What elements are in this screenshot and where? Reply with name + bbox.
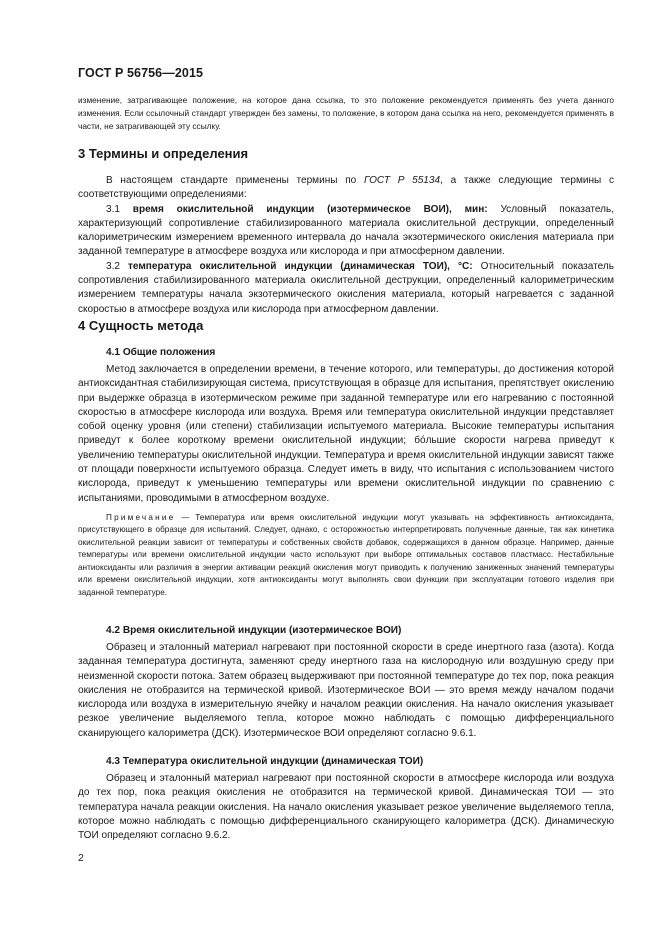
subsection-4-3-text: Образец и эталонный материал нагревают при постоянной скорости в атмосфере кислорода или воздуха до тех пор, пока реакция окисления не отобразится на термической кривой. Динамическая ТОИ — это температура начала реакции окисления. На начало окисления указывает резкое увеличение выделяемого тепла, которое можно наблюдать с помощью дифференциального сканирующего калориметра (ДСК). Динамическую ТОИ определяют согласно 9.6.2. [78, 773, 614, 842]
intro-paragraph [78, 94, 614, 134]
note-label: Примечание [106, 512, 176, 522]
subsection-4-3-heading: 4.3 Температура окислительной индукции (динамическая ТОИ) [106, 756, 424, 767]
section-4-heading: 4 Сущность метода [78, 318, 204, 333]
standard-reference: ГОСТ Р 55134 [363, 175, 441, 186]
subsection-4-1-text: Метод заключается в определении времени, в течение которого, или температуры, до достижения которой антиоксидантная стабилизирующая система, присутствующая в образце для испытания, препятствует окислению при выдержке образца в изотермическом режиме при заданной температуре или его нагреванию с постоянной скоростью в атмосфере кислорода или воздуха. Время или температура окислительной индукции представляет собой оценку уровня (или степени) стабилизации испытуемого материала. Высокие температуры испытания приведут к более короткому времени окислительной индукции; бо́льшие скорости нагрева приведут к увеличению температуры окислительной индукции. Температура и время окислительной индукции зависят также от площади поверхности испытуемого образца. Следует иметь в виду, что испытания с использованием чистого кислорода, приведут к уменьшению температуры или времени окислительной индукции по сравнению с испытаниями, проводимыми в атмосферном воздухе. [78, 364, 614, 504]
term-3-1-name: время окислительной индукции (изотермическое ВОИ), мин: [132, 203, 488, 215]
term-3-2: 3.2 температура окислительной индукции (динамическая ТОИ), °С: Относительный показатель сопротивления стабилизированного материала окислительной деструкции, определенный калориметрическим измерением температуры начала экзотермического окисления материала, который нагревается с заданной скоростью в атмосфере воздуха или кислорода при атмосферном давлении. [78, 260, 614, 315]
subsection-4-2-text: Образец и эталонный материал нагревают при постоянной скорости в среде инертного газа (азота). Когда заданная температура достигнута, заменяют среду инертного газа на кислородную или воздушную среду при неизменной скорости потока. Затем образец выдерживают при постоянной температуре до тех пор, пока реакция окисления не отобразится на термической кривой. Изотермическое ВОИ — это время между началом подачи кислорода или воздуха в измерительную ячейку и началом реакции окисления. На начало окисления указывает резкое увеличение выделяемого тепла, которое можно наблюдать с помощью дифференциального сканирующего калориметра (ДСК). Изотермическое ВОИ определяют согласно 9.6.1. [78, 642, 614, 739]
section-4-1 [78, 346, 614, 599]
term-3-2-name: температура окислительной индукции (динамическая ТОИ), °С: [127, 260, 473, 272]
running-header: ГОСТ Р 56756—2015 [78, 66, 204, 80]
page-number: 2 [78, 852, 84, 864]
subsection-4-2-heading: 4.2 Время окислительной индукции (изотермическое ВОИ) [106, 625, 402, 636]
section-4-3 [78, 755, 614, 843]
subsection-4-1-heading: 4.1 Общие положения [106, 347, 216, 358]
section-3-intro: В настоящем стандарте применены термины по ГОСТ Р 55134, а также следующие термины с соответствующими определениями: [78, 175, 614, 201]
note [78, 512, 614, 600]
note-text: — Температура или время окислительной индукции могут указывать на эффективность антиоксиданта, присутствующего в образце для испытаний. Следует, однако, с осторожностью интерпретировать полученные данные, так как кинетика окислительной реакции зависит от температуры и собственных свойств добавок, содержащихся в данном образце. Например, данные температуры или времени окислительной индукции часто используют при выборе оптимальных составов пластмасс. Нестабильные антиоксиданты или различия в энергии активации реакций окисления могут приводить к получению заниженных значений температуры или времени окислительной индукции, хотя антиоксиданты могут выполнять свои функции при эксплуатации готового изделия при заданной температуре. [78, 512, 614, 597]
section-3-body [78, 174, 614, 317]
section-3-heading: 3 Термины и определения [78, 146, 249, 161]
section-4-2 [78, 624, 614, 741]
term-3-1: 3.1 время окислительной индукции (изотермическое ВОИ), мин: Условный показатель, характеризующий сопротивление стабилизированного материала окислительной деструкции, определенный калориметрическим измерением временного интервала до начала экзотермического окисления материала при заданной температуре в атмосфере воздуха или кислорода и при атмосферном давлении. [78, 203, 615, 258]
intro-text: изменение, затрагивающее положение, на которое дана ссылка, то это положение рекомендуется применять без учета данного изменения. Если ссылочный стандарт утвержден без замены, то положение, в котором дана ссылка на него, рекомендуется применять в части, не затрагивающей эту ссылку. [78, 95, 614, 132]
